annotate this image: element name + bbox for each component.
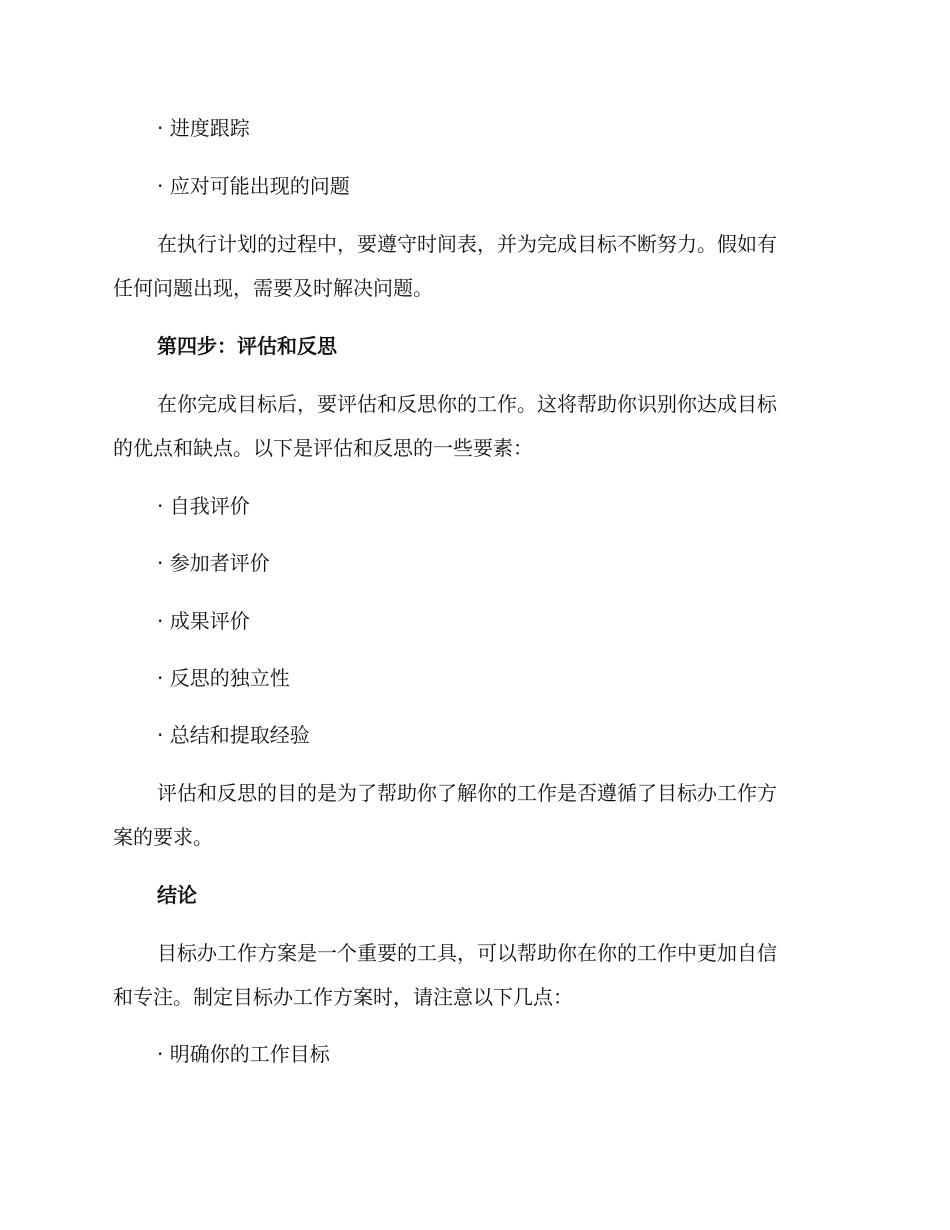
paragraph-line: 评估和反思的目的是为了帮助你了解你的工作是否遵循了目标办工作方 xyxy=(157,781,777,805)
section-heading: 第四步：评估和反思 xyxy=(157,334,337,358)
paragraph-line: 在你完成目标后，要评估和反思你的工作。这将帮助你识别你达成目标 xyxy=(157,392,777,416)
list-item: · 应对可能出现的问题 xyxy=(157,174,350,198)
list-item: · 成果评价 xyxy=(157,609,250,633)
paragraph-line: 在执行计划的过程中，要遵守时间表，并为完成目标不断努力。假如有 xyxy=(157,232,777,256)
list-item: · 总结和提取经验 xyxy=(157,723,310,747)
paragraph-line: 目标办工作方案是一个重要的工具，可以帮助你在你的工作中更加自信 xyxy=(157,941,777,965)
paragraph-line: 和专注。制定目标办工作方案时，请注意以下几点： xyxy=(113,985,573,1009)
paragraph-line: 任何问题出现，需要及时解决问题。 xyxy=(113,276,433,300)
list-item: · 参加者评价 xyxy=(157,551,270,575)
paragraph-line: 的优点和缺点。以下是评估和反思的一些要素： xyxy=(113,436,533,460)
list-item: · 明确你的工作目标 xyxy=(157,1042,330,1066)
section-heading: 结论 xyxy=(157,883,197,907)
paragraph-line: 案的要求。 xyxy=(113,825,213,849)
list-item: · 反思的独立性 xyxy=(157,666,290,690)
list-item: · 自我评价 xyxy=(157,494,250,518)
list-item: · 进度跟踪 xyxy=(157,116,250,140)
